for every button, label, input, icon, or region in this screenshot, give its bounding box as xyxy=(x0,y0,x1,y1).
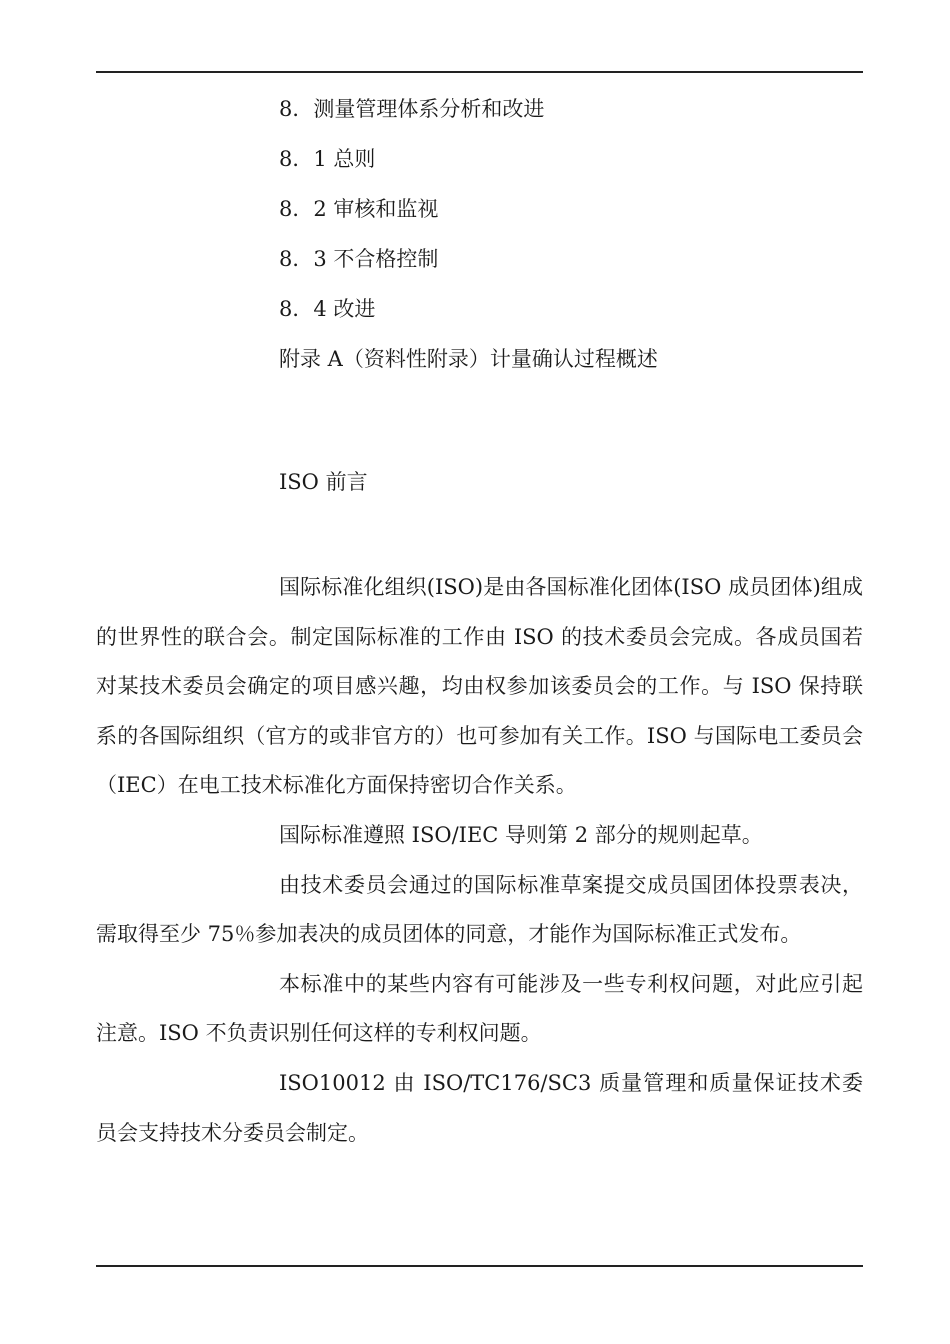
paragraph: 本标准中的某些内容有可能涉及一些专利权问题，对此应引起注意。ISO 不负责识别任何这样的专利权问题。 xyxy=(96,971,863,1046)
toc-item: 8．4 改进 xyxy=(279,297,376,321)
foreword-body xyxy=(96,563,863,1158)
footer-rule xyxy=(96,1265,863,1267)
toc-item: 8．测量管理体系分析和改进 xyxy=(279,97,545,121)
paragraph: ISO10012 由 ISO/TC176/SC3 质量管理和质量保证技术委员会支持技术分委员会制定。 xyxy=(96,1070,863,1145)
toc-item: 8．2 审核和监视 xyxy=(279,197,439,221)
header-rule xyxy=(96,71,863,73)
paragraph: 国际标准化组织(ISO)是由各国标准化团体(ISO 成员团体)组成的世界性的联合会。制定国际标准的工作由 ISO 的技术委员会完成。各成员国若对某技术委员会确定的项目感兴趣，均由权参加该委员会的工作。与 ISO 保持联系的各国际组织（官方的或非官方的）也可参加有关工作。ISO 与国际电工委员会（IEC）在电工技术标准化方面保持密切合作关系。 xyxy=(96,575,863,798)
table-of-contents xyxy=(279,91,658,391)
toc-item: 附录 A（资料性附录）计量确认过程概述 xyxy=(279,347,658,371)
section-heading: ISO 前言 xyxy=(279,470,368,494)
paragraph: 由技术委员会通过的国际标准草案提交成员国团体投票表决，需取得至少 75％参加表决的成员团体的同意，才能作为国际标准正式发布。 xyxy=(96,872,863,947)
paragraph: 国际标准遵照 ISO/IEC 导则第 2 部分的规则起草。 xyxy=(279,822,763,847)
toc-item: 8．1 总则 xyxy=(279,147,376,171)
toc-item: 8．3 不合格控制 xyxy=(279,247,439,271)
